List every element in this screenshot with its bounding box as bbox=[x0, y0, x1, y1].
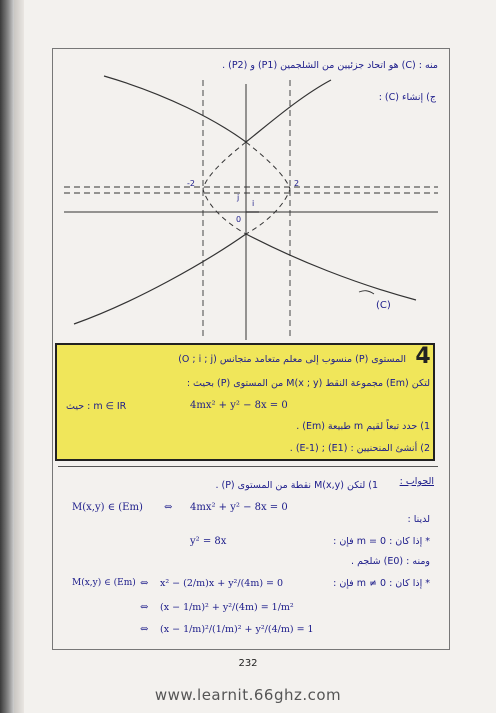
exercise-domain: m ∈ IR : حيث bbox=[66, 401, 127, 412]
unit-j-label: j bbox=[237, 193, 240, 202]
origin-label: 0 bbox=[236, 215, 242, 224]
answer-step-1: x² − (2/m)x + y²/(4m) = 0 bbox=[160, 578, 284, 589]
tick-label-pos: 2 bbox=[294, 179, 300, 188]
answer-case-1: * إذا كان : m = 0 فإن : bbox=[333, 536, 430, 547]
footer-url[interactable]: www.learnit.66ghz.com bbox=[154, 686, 342, 704]
exercise-number: 4 bbox=[415, 344, 431, 369]
curve-dashed-right bbox=[246, 142, 290, 234]
exercise-line-2: لتكن (Em) مجموعة النقط M(x ; y) من المستوى (P) بحيث : bbox=[186, 378, 430, 389]
book-binding-shadow bbox=[14, 0, 24, 713]
answer-arrow-1: ⇔ bbox=[164, 502, 173, 513]
answer-arrow-2: ⇔ bbox=[140, 578, 149, 589]
answer-arrow-3: ⇔ bbox=[140, 602, 149, 613]
curve-lower-left bbox=[74, 234, 246, 324]
answer-lhs-1: M(x,y) ∈ (Em) bbox=[72, 502, 143, 513]
top-line-1: منه : (C) هو اتحاد جزئيين من الشلجمين (P1) و (P2) . bbox=[222, 60, 438, 71]
answer-have: لدينا : bbox=[407, 514, 430, 525]
answer-rhs-1: 4mx² + y² − 8x = 0 bbox=[190, 502, 288, 513]
answer-lhs-2: M(x,y) ∈ (Em) bbox=[72, 578, 136, 588]
answer-arrow-4: ⇔ bbox=[140, 624, 149, 635]
exercise-question-2: 2) أنشئ المنحنيين : (E1) ; (E-1) . bbox=[289, 443, 430, 454]
tick-label-neg: -2 bbox=[187, 179, 195, 188]
answer-heading: الجواب : bbox=[399, 476, 434, 487]
answer-step-3: (x − 1/m)²/(1/m)² + y²/(4/m) = 1 bbox=[160, 624, 314, 635]
top-line-2: ج) إنشاء (C) : bbox=[378, 92, 436, 103]
curve-label: (C) bbox=[376, 300, 391, 311]
exercise-question-1: 1) حدد تبعاً لقيم m طبيعة (Em) . bbox=[296, 421, 430, 432]
parabola-graph bbox=[56, 72, 444, 342]
unit-i-label: i bbox=[252, 199, 255, 208]
curve-upper-right bbox=[246, 80, 331, 142]
separator bbox=[58, 466, 438, 467]
curve-upper-left bbox=[104, 76, 246, 142]
page-number: 232 bbox=[238, 658, 258, 669]
answer-case-1-conclusion: ومنه : (E0) شلجم . bbox=[351, 556, 430, 567]
book-binding bbox=[0, 0, 14, 713]
curve-lower-right bbox=[246, 234, 416, 300]
curve-label-arrow bbox=[359, 291, 374, 294]
answer-case-1-eq: y² = 8x bbox=[190, 536, 227, 547]
answer-intro: 1) لتكن M(x,y) نقطة من المستوى (P) . bbox=[215, 480, 378, 491]
answer-case-2: * إذا كان : m ≠ 0 فإن : bbox=[333, 578, 430, 589]
exercise-equation: 4mx² + y² − 8x = 0 bbox=[190, 400, 288, 411]
answer-step-2: (x − 1/m)² + y²/(4m) = 1/m² bbox=[160, 602, 294, 613]
exercise-line-1: المستوى (P) منسوب إلى معلم متعامد متجانس (O ; i ; j) bbox=[178, 354, 406, 365]
